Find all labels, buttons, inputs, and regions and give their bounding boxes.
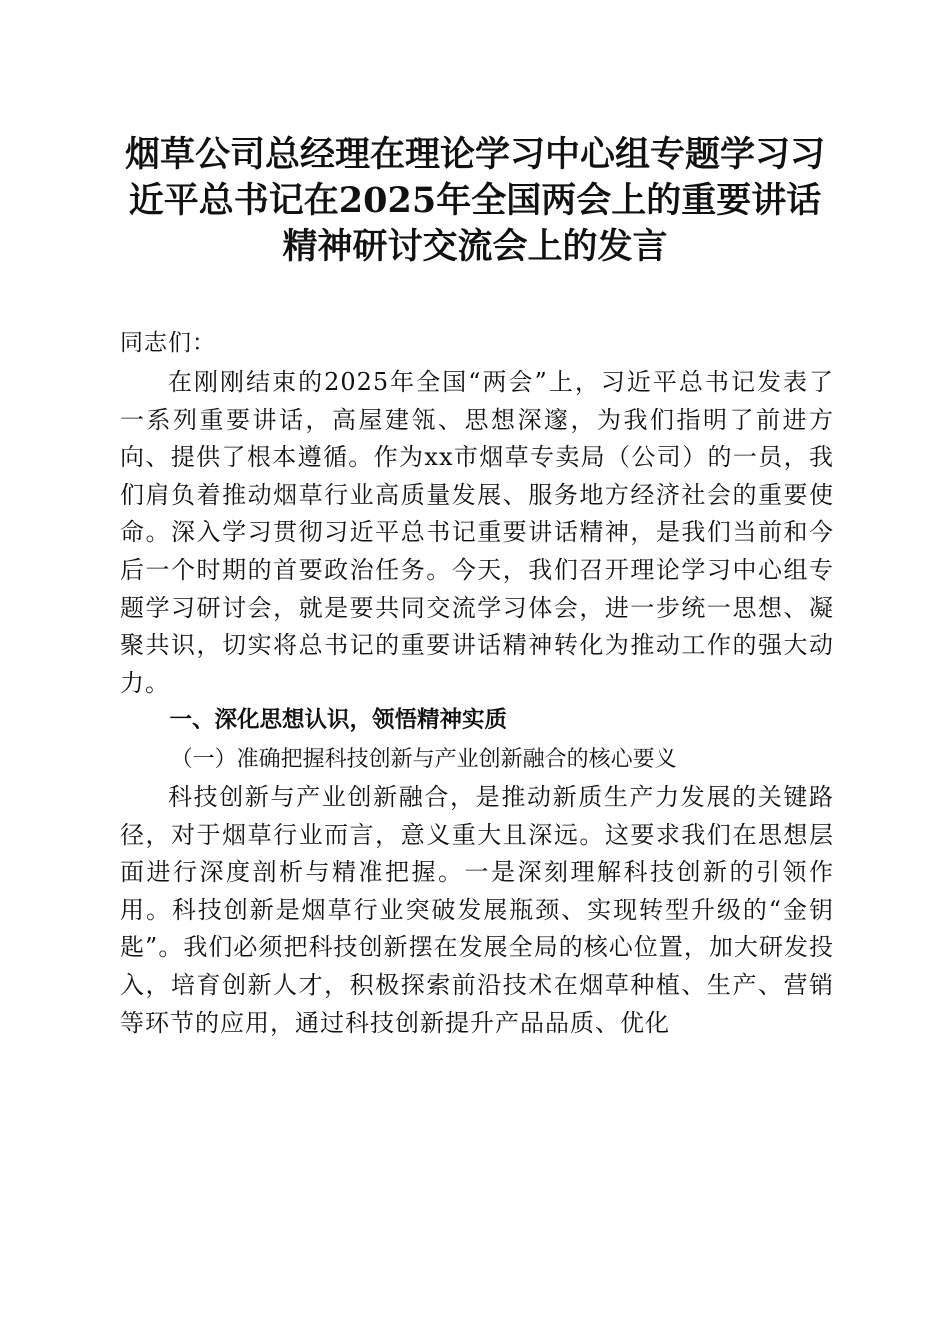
subsection-heading-1: （一）准确把握科技创新与产业创新融合的核心要义 [170, 746, 677, 772]
title-line-2: 近平总书记在2025年全国两会上的重要讲话 [128, 180, 822, 221]
intro-paragraph: 在刚刚结束的2025年全国“两会”上，习近平总书记发表了一系列重要讲话，高屋建瓴、思想深邃，为我们指明了前进方向、提供了根本遵循。作为xx市烟草专卖局（公司）的一员，我们肩负着推动烟草行业高质量发展、服务地方经济社会的重要使命。深入学习贯彻习近平总书记重要讲话精神，是我们当前和今后一个时期的首要政治任务。今天，我们召开理论学习中心组专题学习研讨会，就是要共同交流学习体会，进一步统一思想、凝聚共识，切实将总书记的重要讲话精神转化为推动工作的强大动力。 [120, 368, 834, 697]
document-body [120, 324, 834, 1042]
document-title [100, 132, 850, 270]
section-heading-1: 一、深化思想认识，领悟精神实质 [169, 707, 508, 734]
title-line-3: 精神研讨交流会上的发言 [282, 226, 668, 267]
body-paragraph: 科技创新与产业创新融合，是推动新质生产力发展的关键路径，对于烟草行业而言，意义重大且深远。这要求我们在思想层面进行深度剖析与精准把握。一是深刻理解科技创新的引领作用。科技创新是烟草行业突破发展瓶颈、实现转型升级的“金钥匙”。我们必须把科技创新摆在发展全局的核心位置，加大研发投入，培育创新人才，积极探索前沿技术在烟草种植、生产、营销等环节的应用，通过科技创新提升产品品质、优化 [120, 782, 834, 1037]
salutation: 同志们： [120, 330, 216, 356]
title-line-1: 烟草公司总经理在理论学习中心组专题学习习 [124, 134, 825, 175]
